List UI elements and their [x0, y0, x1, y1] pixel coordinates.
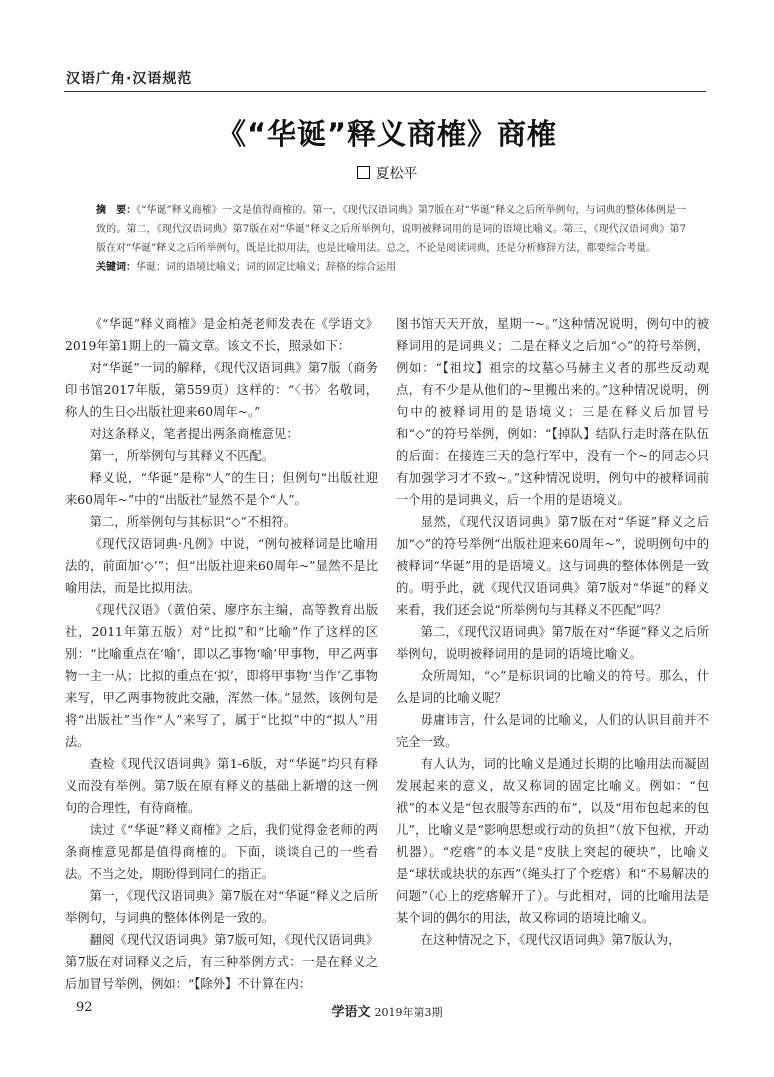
- journal-name: 学语文: [331, 1005, 371, 1020]
- abstract-text: 《“华诞”释义商榷》一文是值得商榷的。第一，《现代汉语词典》第7版在对“华诞”释义之后所举例句，与词典的整体体例是一致的。第二，《现代汉语词典》第7版在对“华诞”释义之后所举例句，说明被释词用的是词的语境比喻义。第三，《现代汉语词典》第7版在对“华诞”释义之后所举例句，既是比拟用法，也是比喻用法。总之，不论是阅读词典，还是分析修辞方法，都要综合考量。: [96, 205, 687, 254]
- paragraph: 在这种情况之下，《现代汉语词典》第7版认为，: [420, 933, 681, 947]
- abstract: [96, 201, 686, 277]
- abstract-label: 摘 要：: [96, 205, 137, 216]
- paragraph: 对这条释义，笔者提出两条商榷意见：: [89, 427, 299, 441]
- right-column: [396, 313, 709, 951]
- paragraph: 显然，《现代汉语词典》第7版在对“华诞”释义之后加“◇”的符号举例“出版社迎来60周年~”，说明例句中的被释词“华诞”用的是语境义。这与词典的整体体例是一致的。明乎此，就《现代汉语词典》第7版对“华诞”的释义来看，我们还会说“所举例句与其释义不匹配”吗？: [396, 515, 709, 617]
- author-line: [0, 163, 774, 183]
- keywords-label: 关键词：: [96, 262, 136, 273]
- paragraph: 对“华诞”一词的解释，《现代汉语词典》第7版（商务印书馆2017年版，第559页）这样的：“〈书〉名敬词，称人的生日◇出版社迎来60周年~。”: [65, 361, 378, 419]
- keywords-line: [96, 258, 686, 277]
- left-column: [65, 313, 378, 995]
- journal-issue: 2019年第3期: [374, 1006, 443, 1019]
- paragraph: 《“华诞”释义商榷》是金柏尧老师发表在《学语文》2019年第1期上的一篇文章。该文不长，照录如下：: [65, 317, 378, 353]
- paragraph: 众所周知，“◇”是标识词的比喻义的符号。那么，什么是词的比喻义呢？: [396, 669, 709, 705]
- author-name: 夏松平: [375, 166, 418, 182]
- header-divider: [64, 91, 706, 92]
- page-number: 92: [76, 1000, 93, 1015]
- paragraph: 毋庸讳言，什么是词的比喻义，人们的认识目前并不完全一致。: [396, 713, 709, 749]
- paragraph: 第二，所举例句与其标识“◇”不相符。: [89, 515, 297, 529]
- paragraph: 有人认为，词的比喻义是通过长期的比喻用法而凝固发展起来的意义，故又称词的固定比喻义。例如：“包袱”的本义是“包衣服等东西的布”，以及“用布包起来的包儿”，比喻义是“影响思想或行动的负担”（放下包袱，开动机器）。“疙瘩”的本义是“皮肤上突起的硬块”，比喻义是“球状或块状的东西”（绳头打了个疙瘩）和“不易解决的问题”（心上的疙瘩解开了）。与此相对，词的比喻用法是某个词的偶尔的用法，故又称词的语境比喻义。: [396, 757, 709, 925]
- journal-footer: [0, 1001, 774, 1020]
- paragraph: 第一，所举例句与其释义不匹配。: [89, 449, 275, 463]
- paragraph: 翻阅《现代汉语词典》第7版可知，《现代汉语词典》第7版在对词释义之后，有三种举例方式：一是在释义之后加冒号举例，例如：“【除外】不计算在内：: [65, 933, 378, 991]
- paragraph: 第二，《现代汉语词典》第7版在对“华诞”释义之后所举例句，说明被释词用的是词的语境比喻义。: [396, 625, 709, 661]
- author-box-icon: [357, 166, 370, 179]
- paragraph: 第一，《现代汉语词典》第7版在对“华诞”释义之后所举例句，与词典的整体体例是一致的。: [65, 889, 378, 925]
- paragraph: 图书馆天天开放，星期一~。”这种情况说明，例句中的被释词用的是词典义；二是在释义之后加“◇”的符号举例，例如：“【祖坟】祖宗的坟墓◇马赫主义者的那些反动观点，有不少是从他们的~里搬出来的。”这种情况说明，例句中的被释词用的是语境义；三是在释义后加冒号和“◇”的符号举例，例如：“【掉队】结队行走时落在队伍的后面：在接连三天的急行军中，没有一个~的同志◇只有加强学习才不致~。”这种情况说明，例句中的被释词前一个用的是词典义，后一个用的是语境义。: [396, 317, 709, 507]
- paragraph: 《现代汉语词典·凡例》中说，“例句被释词是比喻用法的，前面加‘◇’”；但“出版社迎来60周年~”显然不是比喻用法，而是比拟用法。: [65, 537, 378, 595]
- keywords-text: 华诞；词的语境比喻义；词的固定比喻义；辞格的综合运用: [136, 262, 396, 273]
- paragraph: 《现代汉语》（黄伯荣、廖序东主编，高等教育出版社，2011年第五版）对“比拟”和“比喻”作了这样的区别：“比喻重点在‘喻’，即以乙事物‘喻’甲事物，甲乙两事物一主一从；比拟的重点在‘拟’，即将甲事物‘当作’乙事物来写，甲乙两事物彼此交融，浑然一体。”显然，该例句是将“出版社”当作“人”来写了，属于“比拟”中的“拟人”用法。: [65, 603, 378, 749]
- paragraph: 查检《现代汉语词典》第1-6版，对“华诞”均只有释义而没有举例。第7版在原有释义的基础上新增的这一例句的合理性，有待商榷。: [65, 757, 378, 815]
- paragraph: 读过《“华诞”释义商榷》之后，我们觉得金老师的两条商榷意见都是值得商榷的。下面，谈谈自己的一些看法。不当之处，期盼得到同仁的指正。: [65, 823, 378, 881]
- abstract-body: [96, 201, 686, 258]
- article-title: 《“华诞”释义商榷》商榷: [216, 117, 558, 151]
- section-header: 汉语广角·汉语规范: [66, 71, 193, 87]
- paragraph: 释义说，“华诞”是称“人”的生日；但例句“出版社迎来60周年~”中的“出版社”显然不是个“人”。: [65, 471, 378, 507]
